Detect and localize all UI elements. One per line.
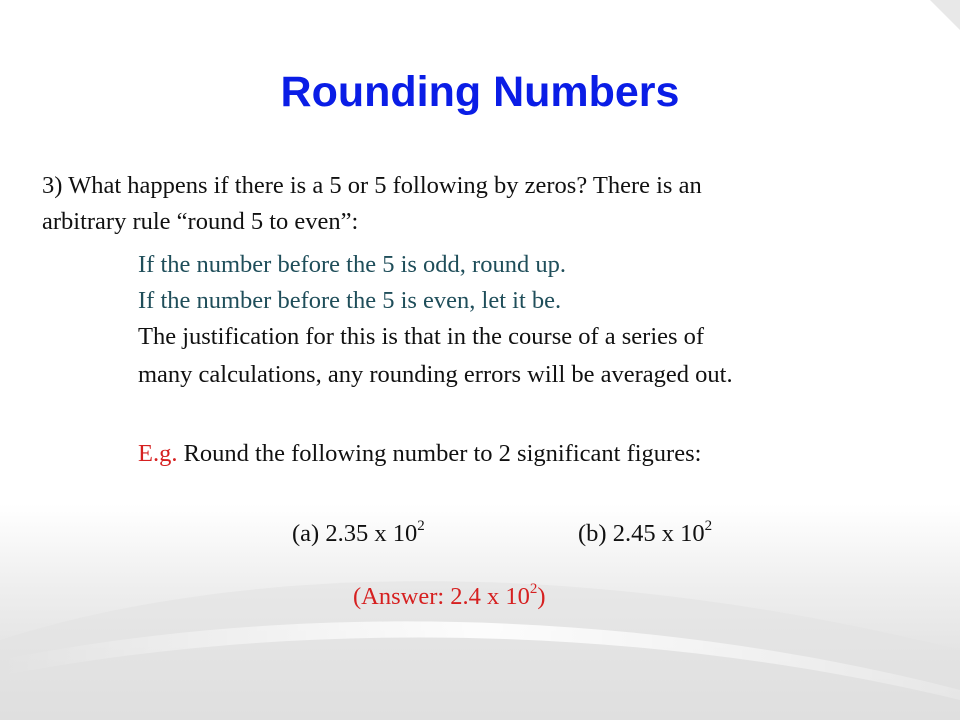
rule-even: If the number before the 5 is even, let it be. bbox=[138, 287, 562, 314]
problem-b bbox=[578, 517, 713, 548]
answer-exponent: 2 bbox=[529, 580, 538, 597]
problem-a bbox=[292, 517, 425, 548]
answer-line bbox=[353, 580, 546, 611]
example-line bbox=[138, 440, 701, 468]
intro-line-1: 3) What happens if there is a 5 or 5 following by zeros? There is an bbox=[42, 172, 702, 199]
problem-b-label: (b) 2.45 x 10 bbox=[578, 520, 705, 547]
problem-a-label: (a) 2.35 x 10 bbox=[292, 520, 418, 547]
intro-line-2: arbitrary rule “round 5 to even”: bbox=[42, 208, 359, 235]
justification-line-2: many calculations, any rounding errors will be averaged out. bbox=[138, 361, 733, 388]
slide-title: Rounding Numbers bbox=[280, 68, 680, 116]
example-text: Round the following number to 2 significant figures: bbox=[183, 440, 702, 467]
answer-prefix: (Answer: 2.4 x 10 bbox=[353, 583, 530, 610]
problem-a-exponent: 2 bbox=[417, 517, 425, 534]
problem-b-exponent: 2 bbox=[704, 517, 713, 534]
rule-odd: If the number before the 5 is odd, round up. bbox=[138, 251, 566, 278]
answer-suffix: ) bbox=[537, 583, 546, 610]
example-prefix: E.g. bbox=[138, 440, 178, 467]
justification-line-1: The justification for this is that in the course of a series of bbox=[138, 323, 705, 350]
